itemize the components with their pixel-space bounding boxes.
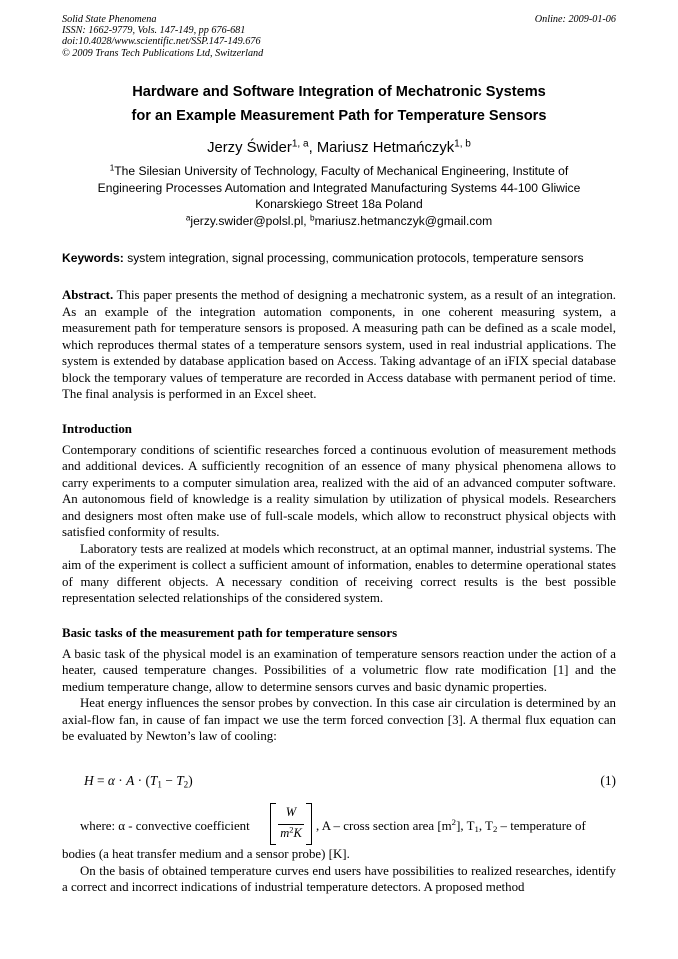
journal-issn: ISSN: 1662-9779, Vols. 147-149, pp 676-681 [62,25,246,37]
eq-minus: − [161,773,177,788]
den-K: K [293,826,302,840]
email-b[interactable]: mariusz.hetmanczyk@gmail.com [314,214,493,228]
eq-dot-1: · [114,773,127,788]
title-line-1: Hardware and Software Integration of Mechatronic Systems [132,84,546,100]
closing-paragraph: On the basis of obtained temperature curves end users have possibilities to realized researches, identify a correct and incorrect indications of industrial temperature detectors. A proposed method [62,863,616,894]
introduction-section [62,421,616,607]
eq-equals: = [93,773,108,788]
paper-title [62,80,616,128]
email-a[interactable]: jerzy.swider@polsl.pl, [190,214,310,228]
fraction-numerator: W [285,805,297,819]
bracket-left [270,803,276,845]
equation-formula [84,773,193,789]
journal-copyright: © 2009 Trans Tech Publications Ltd, Switzerland [62,47,264,59]
affiliation [62,163,616,213]
eq-H: H [84,773,94,788]
journal-doi: doi:10.4028/www.scientific.net/SSP.147-149.676 [62,36,261,48]
where-rest-sup: 2 [451,817,457,828]
authors [62,138,616,158]
where-rest-b: ], T [456,819,475,833]
affiliation-line-2: Engineering Processes Automation and Integrated Manufacturing Systems 44-100 Gliwice [97,180,581,195]
where-rest-a: , A – cross section area [m [316,819,452,833]
introduction-paragraph-1: Contemporary conditions of scientific researches forced a continuous evolution of measurement methods and additional devices. A sufficiently recognition of an essence of many physical phenomena allows to carry experiments to a computer simulation area, realized with the aid of an advanced computer software. An autonomous field of knowledge is a reality simulation by utilization of physical models. Researchers and designers most often make use of full-scale models, which allow to reconstruct physical objects with satisfied conformity of results. [62,442,616,539]
keywords [62,250,616,266]
author-emails [62,213,616,229]
email-marker-b: b [309,213,315,223]
eq-T1: T [149,773,158,788]
affiliation-line-3: Konarskiego Street 18a Poland [255,197,423,211]
journal-name: Solid State Phenomena [62,14,157,25]
keywords-text: system integration, signal processing, communication protocols, temperature sensors [123,251,584,265]
abstract-label: Abstract. [62,288,114,302]
where-lead: where: α - convective coefficient [80,819,250,833]
where-rest-c: , T [478,819,493,833]
unit-fraction [270,803,312,845]
introduction-heading: Introduction [62,422,132,436]
online-date: Online: 2009-01-06 [534,14,616,25]
eq-A: A [126,773,135,788]
closing-continuation: bodies (a heat transfer medium and a sensor probe) [K]. [62,847,350,861]
affiliation-marker: 1 [109,163,115,173]
keywords-label: Keywords: [62,251,124,265]
where-rest [316,819,586,834]
basic-tasks-section [62,625,616,745]
eq-dot-2: · ( [134,773,150,788]
closing-section [62,846,616,896]
author-2: Mariusz Hetmańczyk [316,140,455,156]
basic-tasks-heading: Basic tasks of the measurement path for temperature sensors [62,626,398,640]
introduction-paragraph-2: Laboratory tests are realized at models which reconstruct, at an optimal manner, industrial systems. The aim of the experiment is collect a sufficient amount of information, enables to determine operational states of many different objects. A necessary condition of receiving correct results is the best possible representation selected relationships of the considered system. [62,541,616,605]
author-1: Jerzy Świder [207,140,292,156]
title-line-2: for an Example Measurement Path for Temperature Sensors [131,108,547,124]
bracket-right [306,803,312,845]
eq-alpha: α [107,773,115,788]
basic-tasks-paragraph-1: A basic task of the physical model is an examination of temperature sensors reaction under the action of a heater, caused temperature changes. Possibilities of a volumetric flow rate modification [1] and the medium temperature change, allow to determine sensors curves and basic dynamic properties. [62,646,616,694]
abstract-text: This paper presents the method of designing a mechatronic system, as a result of an integration. As an example of the integration automation components, in one coherent measuring system, a measurement path for temperature sensors is proposed. A measuring path can be defined as a scale model, which reproduces thermal states of a temperature sensors system, used in real industrial applications. The system is extended by database application based on Access. Taking advantage of an iFIX special database block the temporary values of temperature are recorded in Access database with permanent period of time. The final analysis is performed in an Excel sheet. [62,288,616,401]
where-rest-sub-2: 2 [492,824,498,835]
journal-info [62,14,263,59]
equation-number: (1) [600,773,616,788]
eq-T2: T [176,773,184,788]
where-rest-d: – temperature of [497,819,586,833]
fraction-denominator [277,826,305,841]
author-separator: , [308,140,317,156]
eq-sub-2: 2 [183,779,189,790]
basic-tasks-paragraph-2: Heat energy influences the sensor probes by convection. In this case air circulation is determined by an axial-flow fan, in cause of fan impact we use the term forced convection [3]. A thermal flux equation can be evaluated by Newton’s law of cooling: [62,696,616,743]
author-1-marker: 1, a [291,138,309,150]
email-marker-a: a [185,213,191,223]
den-m: m [280,826,290,840]
eq-close: ) [188,773,193,788]
abstract [62,287,616,403]
eq-sub-1: 1 [157,779,162,790]
where-rest-sub-1: 1 [474,824,479,835]
affiliation-line-1: The Silesian University of Technology, Faculty of Mechanical Engineering, Institute of [114,164,569,178]
equation-1 [62,773,616,793]
equation-where-line [62,803,616,847]
author-2-marker: 1, b [454,138,471,150]
den-sup: 2 [289,824,294,835]
